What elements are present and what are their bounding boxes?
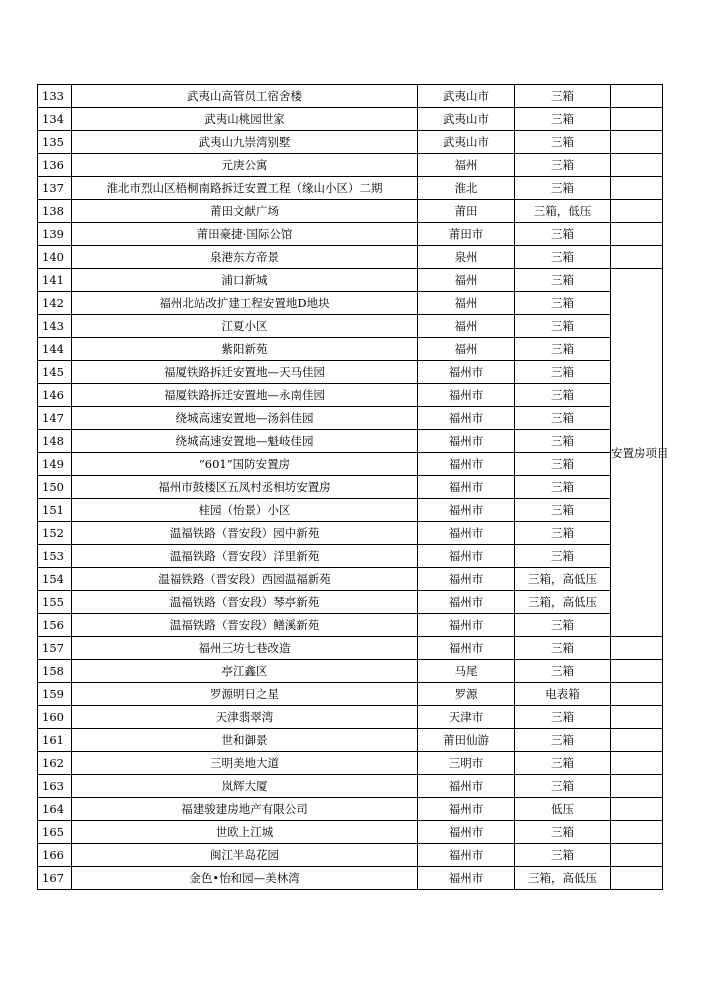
project-name-cell: 福厦铁路拆迁安置地—永南佳园 (72, 384, 418, 407)
location-cell: 莆田市 (418, 223, 515, 246)
note-cell (611, 154, 663, 177)
row-number-cell: 146 (38, 384, 72, 407)
location-cell: 武夷山市 (418, 85, 515, 108)
project-name-cell: 福州市鼓楼区五凤村丞相坊安置房 (72, 476, 418, 499)
project-table-body (38, 85, 669, 890)
location-cell: 福州 (418, 292, 515, 315)
row-number-cell: 149 (38, 453, 72, 476)
equipment-type-cell: 三箱 (515, 85, 611, 108)
table-row (38, 729, 663, 752)
equipment-type-cell: 三箱 (515, 545, 611, 568)
table-row (38, 131, 663, 154)
project-name-cell: 温福铁路（晋安段）园中新苑 (72, 522, 418, 545)
table-row (38, 338, 663, 361)
row-number-cell: 140 (38, 246, 72, 269)
equipment-type-cell: 三箱 (515, 453, 611, 476)
equipment-type-cell: 三箱，高低压 (515, 867, 611, 890)
equipment-type-cell: 三箱 (515, 476, 611, 499)
equipment-type-cell: 三箱 (515, 430, 611, 453)
project-name-cell: 福建骏建房地产有限公司 (72, 798, 418, 821)
table-row (38, 614, 663, 637)
note-cell (611, 85, 663, 108)
equipment-type-cell: 三箱 (515, 384, 611, 407)
row-number-cell: 147 (38, 407, 72, 430)
table-row (38, 108, 663, 131)
location-cell: 福州 (418, 269, 515, 292)
table-row (38, 844, 663, 867)
location-cell: 福州 (418, 154, 515, 177)
project-name-cell: 福州三坊七巷改造 (72, 637, 418, 660)
project-name-cell: 福州北站改扩建工程安置地D地块 (72, 292, 418, 315)
note-cell (611, 706, 663, 729)
table-row (38, 821, 663, 844)
row-number-cell: 153 (38, 545, 72, 568)
equipment-type-cell: 三箱 (515, 660, 611, 683)
location-cell: 马尾 (418, 660, 515, 683)
equipment-type-cell: 三箱 (515, 361, 611, 384)
location-cell: 福州市 (418, 407, 515, 430)
table-row (38, 85, 663, 108)
row-number-cell: 167 (38, 867, 72, 890)
table-row (38, 568, 663, 591)
table-row (38, 223, 663, 246)
equipment-type-cell: 三箱 (515, 246, 611, 269)
note-cell (611, 223, 663, 246)
table-row (38, 292, 663, 315)
project-name-cell: 世和御景 (72, 729, 418, 752)
table-row (38, 315, 663, 338)
location-cell: 福州市 (418, 453, 515, 476)
equipment-type-cell: 三箱 (515, 729, 611, 752)
row-number-cell: 164 (38, 798, 72, 821)
project-name-cell: 元庚公寓 (72, 154, 418, 177)
row-number-cell: 166 (38, 844, 72, 867)
row-number-cell: 137 (38, 177, 72, 200)
row-number-cell: 145 (38, 361, 72, 384)
equipment-type-cell: 三箱 (515, 637, 611, 660)
equipment-type-cell: 三箱，低压 (515, 200, 611, 223)
project-name-cell: 金色•怡和园—美林湾 (72, 867, 418, 890)
project-name-cell: 天津翡翠湾 (72, 706, 418, 729)
note-cell (611, 798, 663, 821)
project-name-cell: 江夏小区 (72, 315, 418, 338)
location-cell: 福州市 (418, 867, 515, 890)
equipment-type-cell: 三箱 (515, 614, 611, 637)
row-number-cell: 163 (38, 775, 72, 798)
location-cell: 福州市 (418, 545, 515, 568)
table-row (38, 775, 663, 798)
row-number-cell: 134 (38, 108, 72, 131)
project-name-cell: 泉港东方帝景 (72, 246, 418, 269)
note-cell (611, 775, 663, 798)
table-row (38, 154, 663, 177)
table-row (38, 706, 663, 729)
equipment-type-cell: 三箱，高低压 (515, 568, 611, 591)
location-cell: 福州市 (418, 499, 515, 522)
location-cell: 福州市 (418, 775, 515, 798)
location-cell: 福州市 (418, 476, 515, 499)
row-number-cell: 155 (38, 591, 72, 614)
location-cell: 福州市 (418, 591, 515, 614)
equipment-type-cell: 低压 (515, 798, 611, 821)
location-cell: 武夷山市 (418, 108, 515, 131)
note-cell (611, 752, 663, 775)
table-row (38, 200, 663, 223)
project-name-cell: 淮北市烈山区梧桐南路拆迁安置工程（缘山小区）二期 (72, 177, 418, 200)
table-row (38, 591, 663, 614)
project-name-cell: 罗源明日之星 (72, 683, 418, 706)
location-cell: 福州市 (418, 821, 515, 844)
equipment-type-cell: 三箱 (515, 752, 611, 775)
table-row (38, 867, 663, 890)
table-row (38, 407, 663, 430)
note-cell (611, 131, 663, 154)
row-number-cell: 157 (38, 637, 72, 660)
project-name-cell: 武夷山九崇湾别墅 (72, 131, 418, 154)
location-cell: 淮北 (418, 177, 515, 200)
project-name-cell: 温福铁路（晋安段）琴亭新苑 (72, 591, 418, 614)
project-name-cell: 世欧上江城 (72, 821, 418, 844)
equipment-type-cell: 三箱 (515, 269, 611, 292)
note-cell (611, 108, 663, 131)
location-cell: 福州市 (418, 384, 515, 407)
note-cell (611, 683, 663, 706)
equipment-type-cell: 三箱 (515, 821, 611, 844)
location-cell: 武夷山市 (418, 131, 515, 154)
row-number-cell: 154 (38, 568, 72, 591)
equipment-type-cell: 三箱 (515, 108, 611, 131)
row-number-cell: 165 (38, 821, 72, 844)
row-number-cell: 158 (38, 660, 72, 683)
project-name-cell: 莆田文献广场 (72, 200, 418, 223)
row-number-cell: 136 (38, 154, 72, 177)
table-row (38, 499, 663, 522)
location-cell: 福州市 (418, 361, 515, 384)
project-name-cell: “601”国防安置房 (72, 453, 418, 476)
row-number-cell: 141 (38, 269, 72, 292)
project-name-cell: 紫阳新苑 (72, 338, 418, 361)
location-cell: 罗源 (418, 683, 515, 706)
equipment-type-cell: 三箱 (515, 131, 611, 154)
row-number-cell: 138 (38, 200, 72, 223)
table-row (38, 683, 663, 706)
row-number-cell: 161 (38, 729, 72, 752)
project-name-cell: 福厦铁路拆迁安置地—天马佳园 (72, 361, 418, 384)
note-cell (611, 844, 663, 867)
equipment-type-cell: 三箱 (515, 706, 611, 729)
note-cell (611, 821, 663, 844)
location-cell: 福州 (418, 338, 515, 361)
table-row (38, 361, 663, 384)
note-cell (611, 660, 663, 683)
row-number-cell: 162 (38, 752, 72, 775)
location-cell: 福州市 (418, 568, 515, 591)
table-row (38, 384, 663, 407)
note-cell (611, 246, 663, 269)
row-number-cell: 142 (38, 292, 72, 315)
table-row (38, 453, 663, 476)
equipment-type-cell: 三箱，高低压 (515, 591, 611, 614)
row-number-cell: 143 (38, 315, 72, 338)
category-note-cell: 安置房项目 (611, 269, 663, 637)
location-cell: 福州市 (418, 844, 515, 867)
note-cell (611, 200, 663, 223)
equipment-type-cell: 三箱 (515, 499, 611, 522)
project-name-cell: 温福铁路（晋安段）洋里新苑 (72, 545, 418, 568)
project-name-cell: 浦口新城 (72, 269, 418, 292)
location-cell: 三明市 (418, 752, 515, 775)
table-row (38, 798, 663, 821)
location-cell: 福州市 (418, 637, 515, 660)
equipment-type-cell: 三箱 (515, 338, 611, 361)
project-name-cell: 武夷山高管员工宿舍楼 (72, 85, 418, 108)
equipment-type-cell: 三箱 (515, 292, 611, 315)
row-number-cell: 159 (38, 683, 72, 706)
table-row (38, 660, 663, 683)
location-cell: 福州市 (418, 430, 515, 453)
row-number-cell: 156 (38, 614, 72, 637)
equipment-type-cell: 电表箱 (515, 683, 611, 706)
project-name-cell: 绕城高速安置地—魁岐佳园 (72, 430, 418, 453)
location-cell: 福州 (418, 315, 515, 338)
row-number-cell: 133 (38, 85, 72, 108)
row-number-cell: 152 (38, 522, 72, 545)
note-cell (611, 637, 663, 660)
project-name-cell: 岚辉大厦 (72, 775, 418, 798)
project-name-cell: 温福铁路（晋安段）鳝溪新苑 (72, 614, 418, 637)
project-name-cell: 武夷山桃园世家 (72, 108, 418, 131)
table-row (38, 246, 663, 269)
note-cell (611, 729, 663, 752)
project-name-cell: 桂园（怡景）小区 (72, 499, 418, 522)
equipment-type-cell: 三箱 (515, 177, 611, 200)
location-cell: 天津市 (418, 706, 515, 729)
table-row (38, 430, 663, 453)
equipment-type-cell: 三箱 (515, 407, 611, 430)
table-row (38, 545, 663, 568)
location-cell: 莆田 (418, 200, 515, 223)
row-number-cell: 160 (38, 706, 72, 729)
table-row (38, 177, 663, 200)
location-cell: 泉州 (418, 246, 515, 269)
note-cell (611, 177, 663, 200)
row-number-cell: 144 (38, 338, 72, 361)
row-number-cell: 150 (38, 476, 72, 499)
table-row (38, 752, 663, 775)
table-row (38, 637, 663, 660)
table-row (38, 269, 663, 292)
equipment-type-cell: 三箱 (515, 315, 611, 338)
table-row (38, 522, 663, 545)
location-cell: 福州市 (418, 522, 515, 545)
project-name-cell: 温福铁路（晋安段）西园温福新苑 (72, 568, 418, 591)
location-cell: 福州市 (418, 614, 515, 637)
row-number-cell: 135 (38, 131, 72, 154)
project-name-cell: 绕城高速安置地—汤斜佳园 (72, 407, 418, 430)
project-name-cell: 闽江半岛花园 (72, 844, 418, 867)
location-cell: 莆田仙游 (418, 729, 515, 752)
row-number-cell: 151 (38, 499, 72, 522)
location-cell: 福州市 (418, 798, 515, 821)
row-number-cell: 139 (38, 223, 72, 246)
project-table (37, 84, 669, 890)
table-row (38, 476, 663, 499)
row-number-cell: 148 (38, 430, 72, 453)
project-name-cell: 三明美地大道 (72, 752, 418, 775)
project-name-cell: 亭江鑫区 (72, 660, 418, 683)
project-name-cell: 莆田豪捷·国际公馆 (72, 223, 418, 246)
equipment-type-cell: 三箱 (515, 775, 611, 798)
equipment-type-cell: 三箱 (515, 522, 611, 545)
equipment-type-cell: 三箱 (515, 844, 611, 867)
equipment-type-cell: 三箱 (515, 223, 611, 246)
note-cell (611, 867, 663, 890)
equipment-type-cell: 三箱 (515, 154, 611, 177)
